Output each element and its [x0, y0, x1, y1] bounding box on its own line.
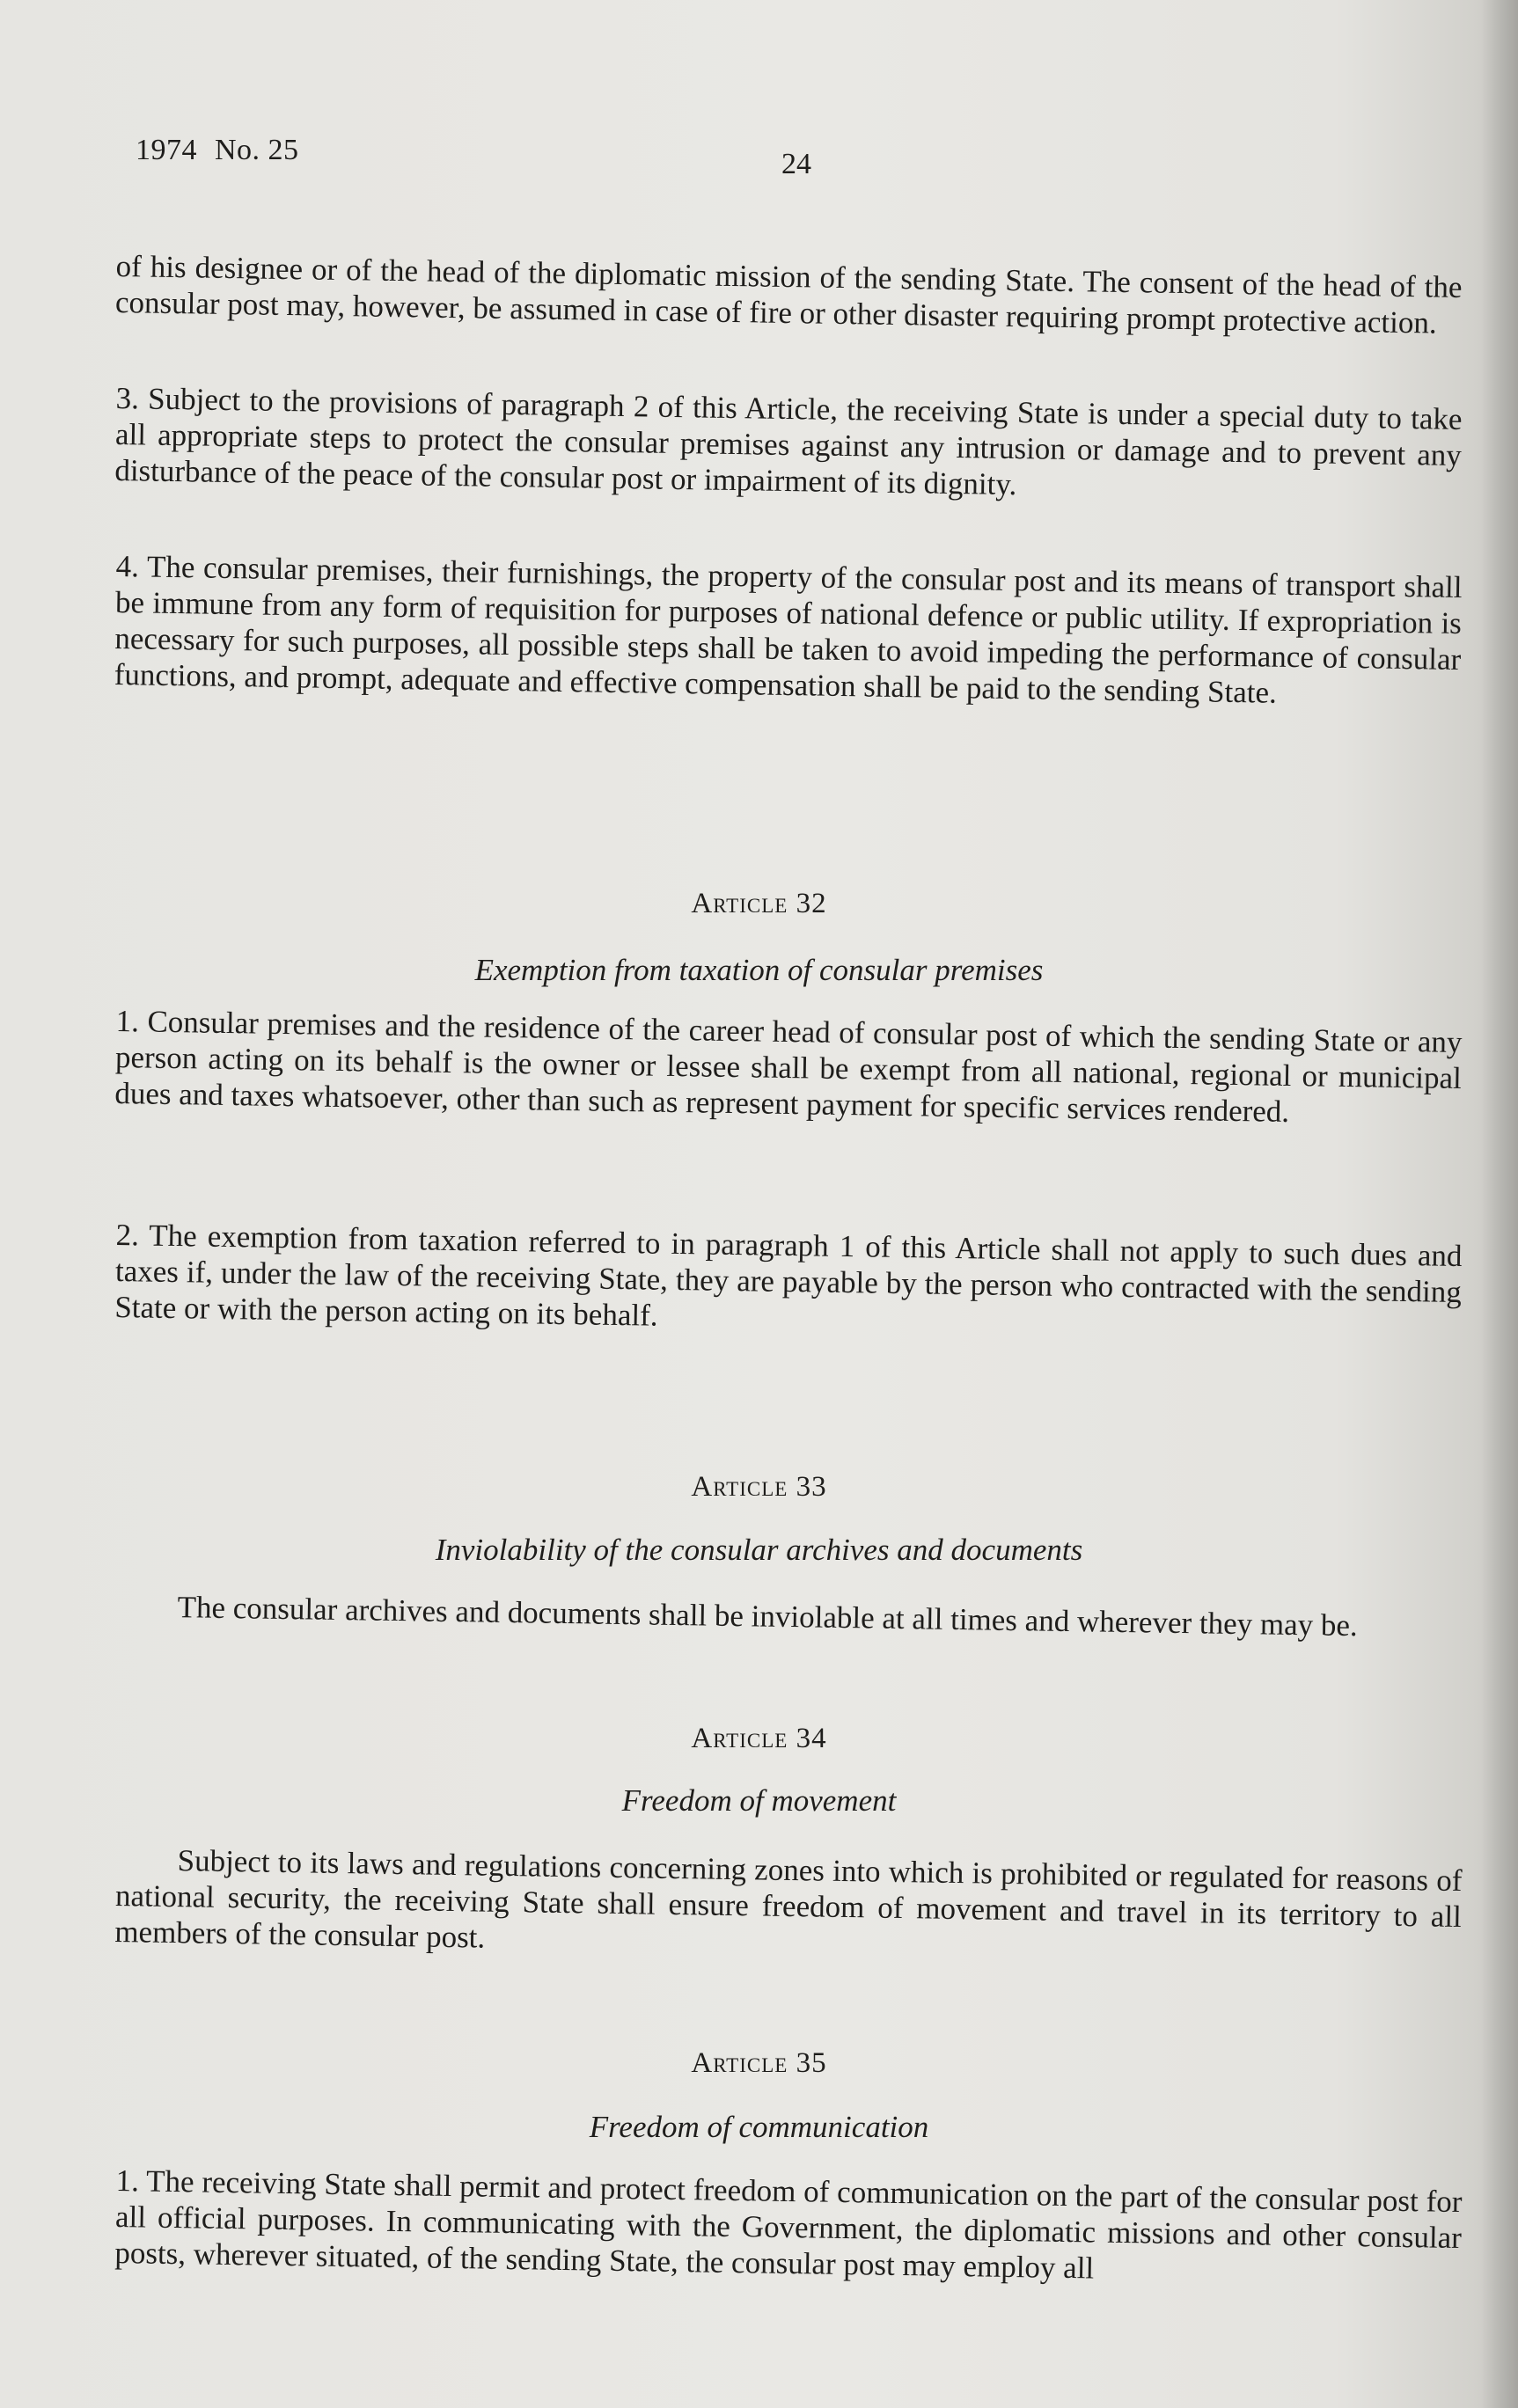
article-32-paragraph-1: 1. Consular premises and the residence of the career head of consular post of which the sending State or any person acting on its behalf is the owner or lessee shall be exempt from all national, regional or municipal dues and taxes whatsoever, other than such as represent payment for specific services rendered. [114, 1003, 1463, 1129]
article-33-heading: Article 33 [691, 1471, 827, 1503]
page-number: 24 [781, 148, 811, 180]
paragraph-4: 4. The consular premises, their furnishings, the property of the consular post and its means of transport shall be immune from any form of requisition for purposes of national defence or public utility. If expropriation is necessary for such purposes, all possible steps shall be taken to avoid impeding the performance of consular functions, and prompt, adequate and effective compensation shall be paid to the sending State. [114, 548, 1463, 710]
article-35-title: Freedom of communication [589, 2110, 929, 2144]
page-header [136, 134, 299, 167]
continued-paragraph-block [115, 248, 1463, 341]
article-34-paragraph-block [114, 1841, 1463, 1971]
article-35-heading: Article 35 [691, 2047, 827, 2079]
article-34-heading: Article 34 [691, 1723, 827, 1754]
header-year: 1974 [136, 134, 197, 166]
paragraph-3: 3. Subject to the provisions of paragraph 2 of this Article, the receiving State is under a special duty to take all appropriate steps to protect the consular premises against any intrusion or damage and to prevent any disturbance of the peace of the consular post or impairment of its dignity. [114, 380, 1463, 502]
article-32-paragraph-2: 2. The exemption from taxation referred to in paragraph 1 of this Article shall not apply to such dues and taxes if, under the law of the receiving State, they are payable by the person who contracted with the sending State or with the person acting on its behalf. [114, 1217, 1463, 1333]
article-34-paragraph: Subject to its laws and regulations concerning zones into which is prohibited or regulated for reasons of national security, the receiving State shall ensure freedom of movement and travel in its territory to all members of the consular post. [114, 1843, 1463, 1955]
article-34-title: Freedom of movement [621, 1783, 897, 1818]
article-32-paragraph-1-block [114, 1003, 1463, 1132]
article-33-title: Inviolability of the consular archives and documents [435, 1533, 1083, 1567]
header-number: No. 25 [215, 134, 299, 166]
article-35-paragraph-block [114, 2163, 1463, 2292]
article-32-paragraph-2-block [114, 1217, 1463, 1346]
article-32-heading: Article 32 [691, 888, 827, 919]
paragraph-4-block [114, 548, 1462, 714]
continued-paragraph: of his designee or of the head of the diplomatic mission of the sending State. The consent of the head of the consular post may, however, be assumed in case of fire or other disaster requiring prompt protective action. [114, 248, 1463, 340]
article-35-paragraph-1: 1. The receiving State shall permit and protect freedom of communication on the part of the consular post for all official purposes. In communicating with the Government, the diplomatic missions and other consular posts, wherever situated, of the sending State, the consular post may employ all [114, 2163, 1463, 2286]
paragraph-3-block [114, 380, 1463, 509]
article-33-paragraph-block [115, 1588, 1462, 1645]
article-32-title: Exemption from taxation of consular premises [474, 953, 1044, 987]
article-33-paragraph: The consular archives and documents shall be inviolable at all times and wherever they may be. [177, 1590, 1359, 1643]
